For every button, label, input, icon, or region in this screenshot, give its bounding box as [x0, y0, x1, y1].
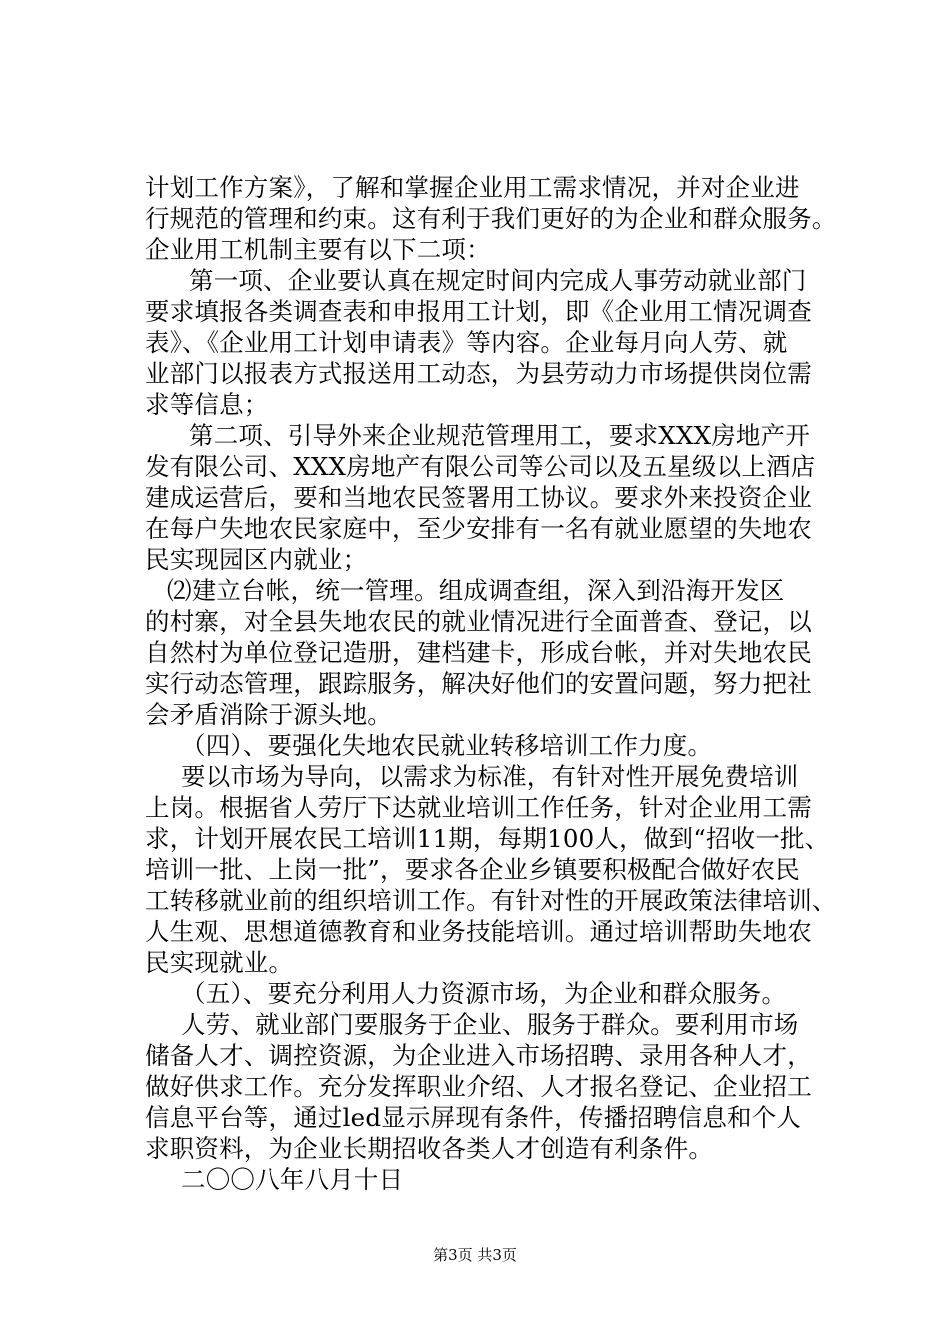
text-line: 在每户失地农民家庭中，至少安排有一名有就业愿望的失地农: [145, 514, 812, 543]
text-line: 计划工作方案》，了解和掌握企业用工需求情况，并对企业进: [145, 173, 800, 202]
paragraph-first-line: 第二项、引导外来企业规范管理用工，要求XXX房地产开: [189, 421, 811, 450]
text-line: 企业用工机制主要有以下二项：: [145, 235, 491, 264]
text-line: 发有限公司、XXX房地产有限公司等公司以及五星级以上酒店: [145, 452, 816, 481]
text-line: 会矛盾消除于源头地。: [145, 700, 392, 729]
text-line: 培训一批、上岗一批”，要求各企业乡镇要积极配合做好农民: [145, 855, 800, 884]
text-line: 实行动态管理，跟踪服务，解决好他们的安置问题，努力把社: [145, 669, 812, 698]
text-line: 民实现就业。: [145, 948, 294, 977]
text-line: 做好供求工作。充分发挥职业介绍、人才报名登记、企业招工: [145, 1072, 812, 1101]
page-footer: 第3页 共3页: [433, 1246, 517, 1264]
paragraph-first-line: 要以市场为导向，以需求为标准，有针对性开展免费培训: [181, 762, 799, 791]
text-line: 工转移就业前的组织培训工作。有针对性的开展政策法律培训、: [145, 886, 837, 915]
text-line: 行规范的管理和约束。这有利于我们更好的为企业和群众服务。: [145, 204, 837, 233]
section-heading: （四）、要强化失地农民就业转移培训工作力度。: [181, 731, 713, 760]
document-date: 二〇〇八年八月十日: [181, 1165, 404, 1194]
text-line: 民实现园区内就业；: [145, 545, 368, 574]
text-line: 上岗。根据省人劳厅下达就业培训工作任务，针对企业用工需: [145, 793, 812, 822]
text-line: 储备人才、调控资源，为企业进入市场招聘、录用各种人才，: [145, 1041, 812, 1070]
paragraph-first-line: 人劳、就业部门要服务于企业、服务于群众。要利用市场: [181, 1010, 799, 1039]
text-line: 求，计划开展农民工培训11期，每期100人，做到“招收一批、: [145, 824, 830, 853]
document-body: [145, 172, 865, 1195]
text-line: 建成运营后，要和当地农民签署用工协议。要求外来投资企业: [145, 483, 812, 512]
text-line: 表》、《企业用工计划申请表》等内容。企业每月向人劳、就: [145, 328, 788, 357]
text-line: 求等信息；: [145, 390, 269, 419]
text-line: 要求填报各类调查表和申报用工计划，即《企业用工情况调查: [145, 297, 812, 326]
text-line: 自然村为单位登记造册，建档建卡，形成台帐，并对失地农民: [145, 638, 812, 667]
section-heading: （五）、要充分利用人力资源市场，为企业和群众服务。: [181, 979, 787, 1008]
text-line: 求职资料，为企业长期招收各类人才创造有利条件。: [145, 1134, 714, 1163]
text-line: 业部门以报表方式报送用工动态，为县劳动力市场提供岗位需: [145, 359, 812, 388]
text-line: 信息平台等，通过led显示屏现有条件，传播招聘信息和个人: [145, 1103, 802, 1132]
paragraph-first-line: ⑵建立台帐，统一管理。组成调查组，深入到沿海开发区: [167, 576, 785, 605]
text-line: 人生观、思想道德教育和业务技能培训。通过培训帮助失地农: [145, 917, 812, 946]
text-line: 的村寨，对全县失地农民的就业情况进行全面普查、登记，以: [145, 607, 812, 636]
paragraph-first-line: 第一项、企业要认真在规定时间内完成人事劳动就业部门: [189, 266, 807, 295]
